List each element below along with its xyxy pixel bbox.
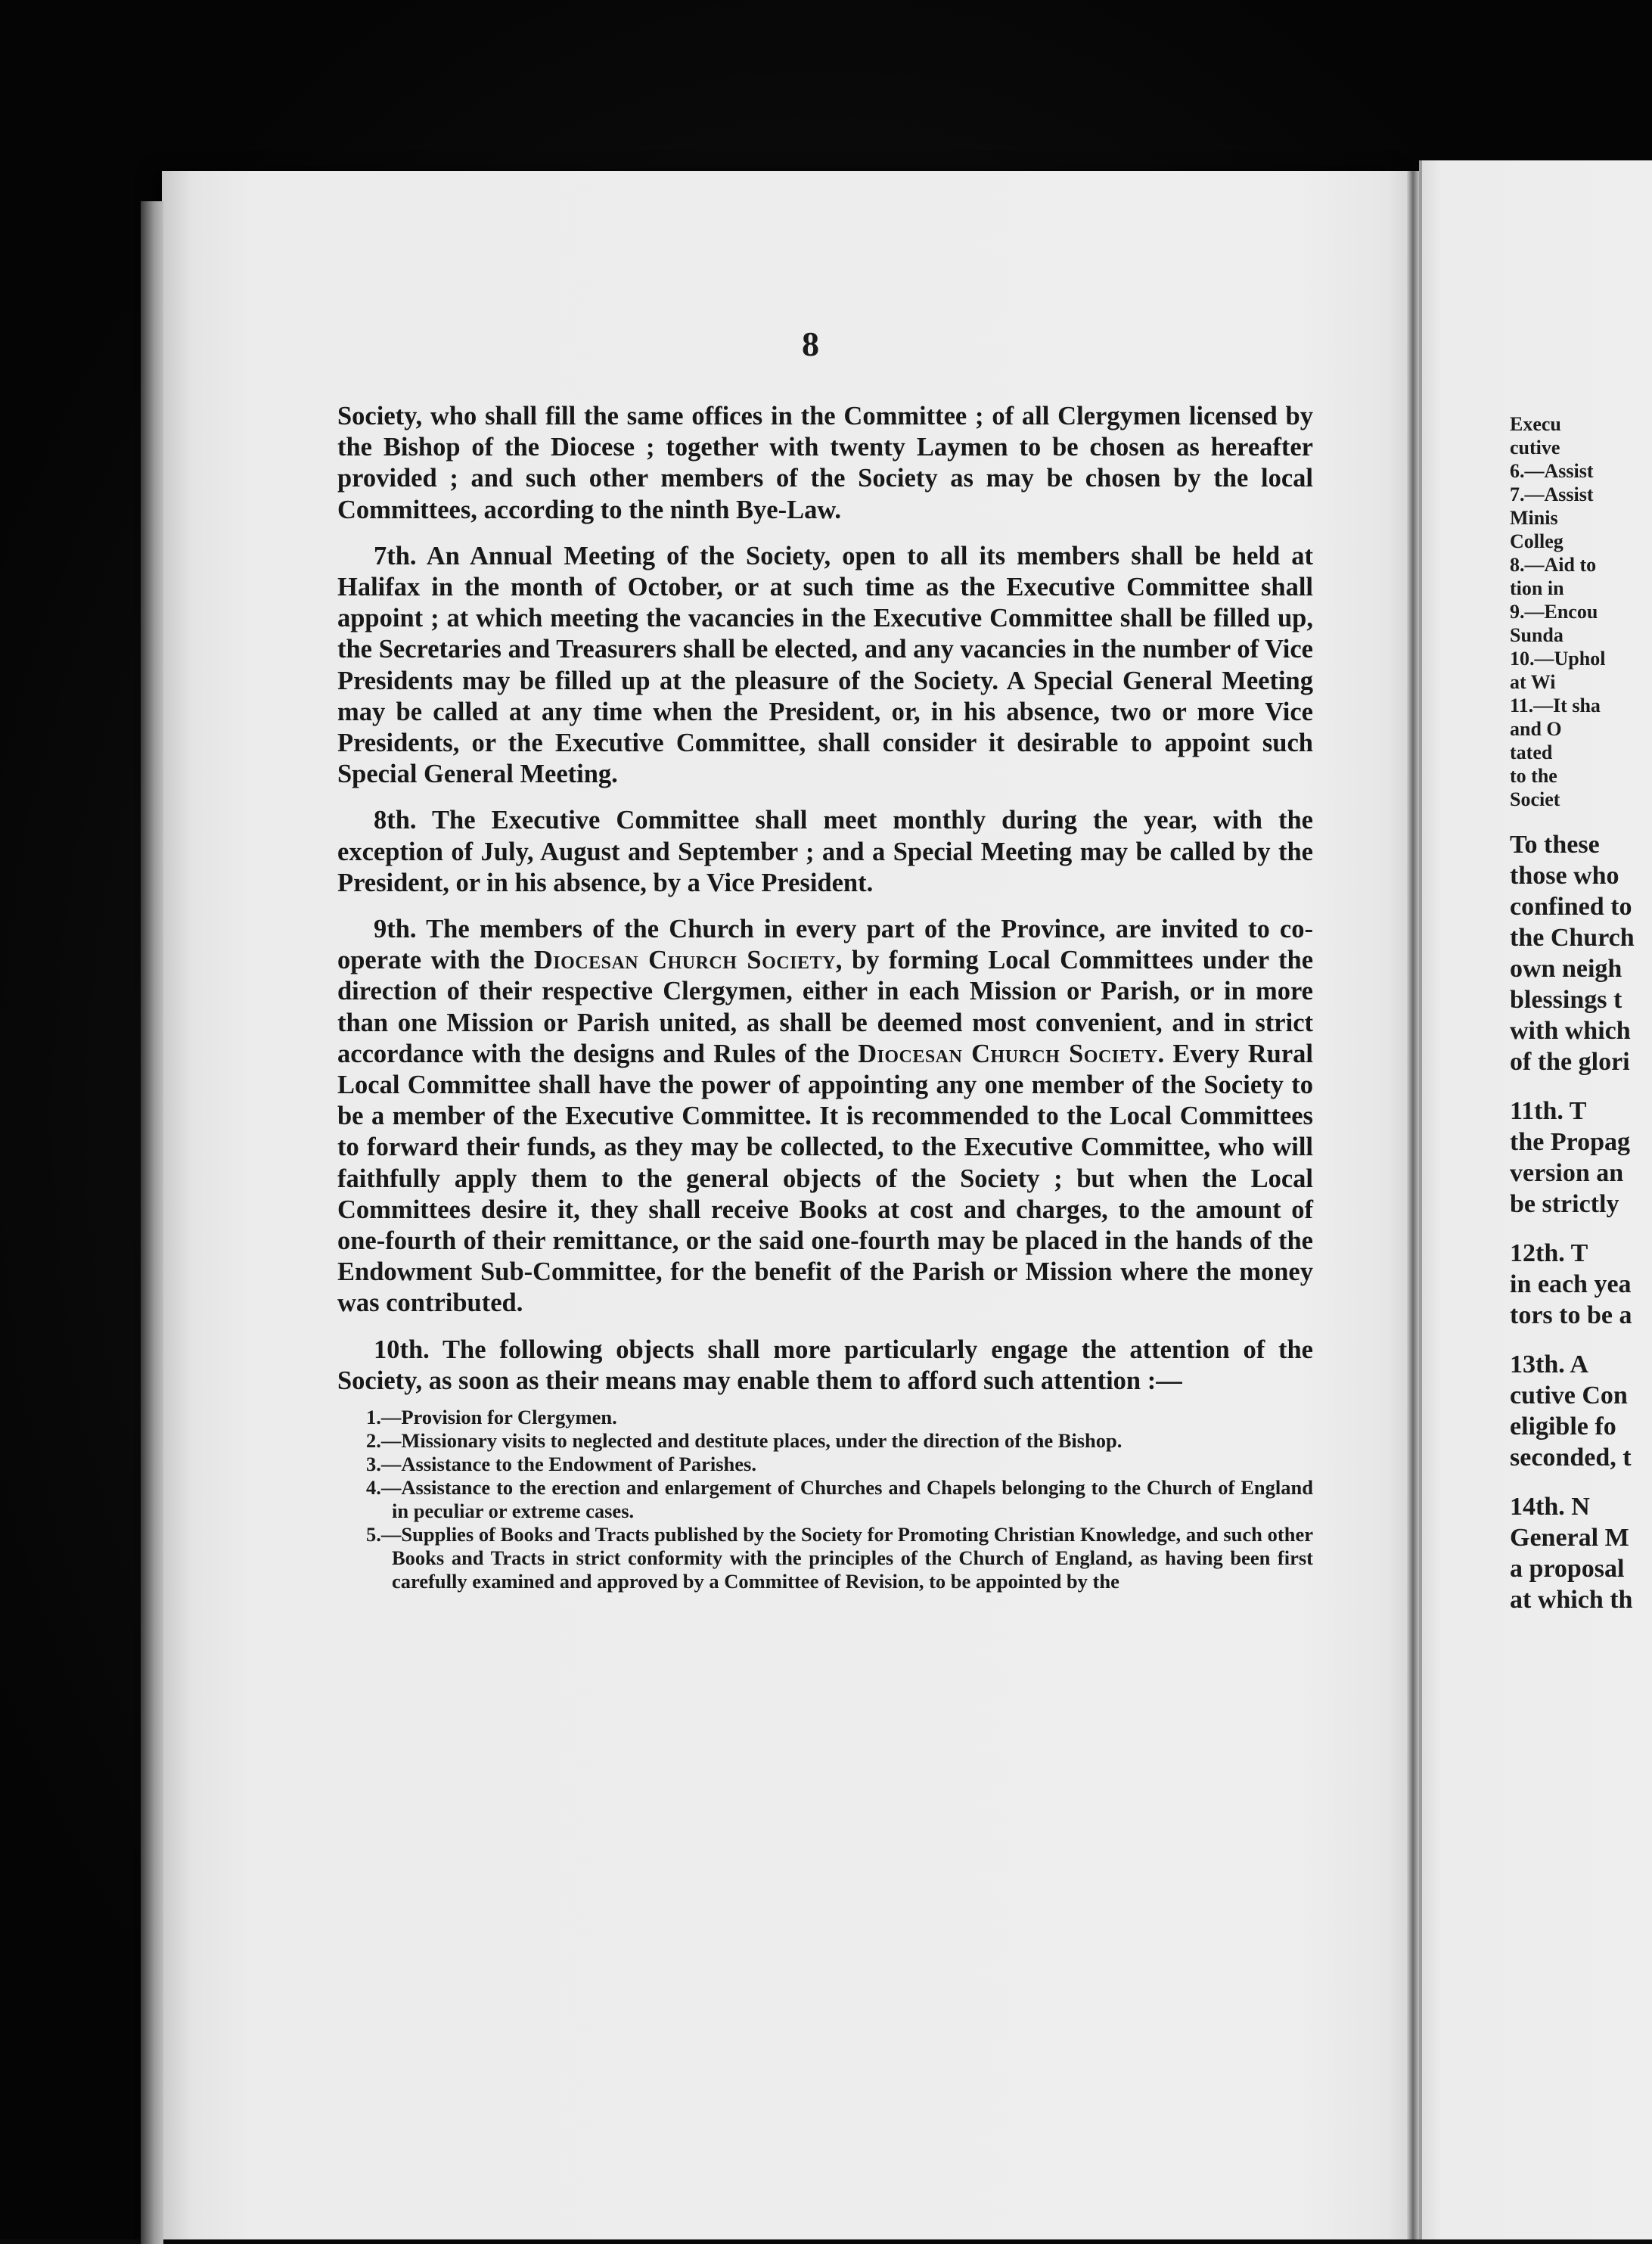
- rule-9-label: 9th.: [374, 915, 417, 944]
- right-page-paragraph: [1510, 829, 1652, 1077]
- right-line: blessings t: [1510, 986, 1622, 1014]
- rule-7-label: 7th.: [374, 541, 417, 570]
- right-line: the Church: [1510, 924, 1635, 952]
- right-line: 13th. A: [1510, 1350, 1588, 1378]
- rule-7-paragraph: [337, 541, 1313, 791]
- right-line: Minis: [1510, 507, 1558, 529]
- right-line: Sunda: [1510, 624, 1564, 646]
- right-line: tors to be a: [1510, 1301, 1632, 1329]
- rule-8-text: The Executive Committee shall meet monthly during the year, with the exception of July, August and September ; and a Special Meeting may be called by the President, or in his absence, by a Vice President.: [337, 806, 1313, 897]
- right-line: with which: [1510, 1017, 1631, 1045]
- right-line: 10.—Uphol: [1510, 648, 1606, 670]
- right-line: in each yea: [1510, 1270, 1632, 1298]
- right-line: tated: [1510, 741, 1553, 763]
- right-line: to the: [1510, 765, 1557, 787]
- list-item: 2.—Missionary visits to neglected and destitute places, under the direction of the Bishop.: [366, 1429, 1123, 1453]
- right-line: cutive: [1510, 437, 1560, 458]
- right-page-paragraph: [1510, 1491, 1652, 1615]
- right-line: 11th. T: [1510, 1097, 1587, 1125]
- right-line: 12th. T: [1510, 1239, 1588, 1267]
- intro-paragraph: Society, who shall fill the same offices in the Committee ; of all Clergymen licensed by the Bishop of the Diocese ; together with twenty Laymen to be chosen as hereafter provided ; and such other members of the Society as may be chosen by the local Committees, according to the ninth Bye-Law.: [337, 402, 1313, 524]
- page-gutter: [1407, 171, 1419, 2239]
- rule-10-text: The following objects shall more particularly engage the attention of the Society, as soon as their means may enable them to afford such attention :—: [337, 1335, 1313, 1395]
- list-item: 3.—Assistance to the Endowment of Parishes.: [366, 1453, 756, 1476]
- right-line: General M: [1510, 1524, 1629, 1552]
- right-line: the Propag: [1510, 1128, 1630, 1156]
- right-line: a proposal: [1510, 1555, 1625, 1583]
- right-line: Societ: [1510, 788, 1560, 810]
- rule-9-text-a: The members of the Church in every part of the Province, are invited to co-operate with the: [337, 915, 1313, 975]
- rule-7-text: An Annual Meeting of the Society, open to all its members shall be held at Halifax in the month of October, or at such time as the Executive Committee shall appoint ; at which meeting the vacancies in the Executive Committee shall be filled up, the Secretaries and Treasurers shall be elected, and any vacancies in the number of Vice Presidents may be filled up at the pleasure of the Society. A Special General Meeting may be called at any time when the President, or, in his absence, two or more Vice Presidents, or the Executive Committee, shall consider it desirable to appoint such Special General Meeting.: [337, 541, 1313, 789]
- right-line: at which th: [1510, 1586, 1633, 1614]
- rule-9-text-c: . Every Rural Local Committee shall have the power of appointing any one member of the Society to be a member of the Executive Committee. It is recommended to the Local Committees to forward their funds, as they may be collected, to the Executive Committee, who will faithfully apply them to the general objects of the Society ; but when the Local Committees desire it, they shall receive Books at cost and charges, to the amount of one-fourth of their remittance, or the said one-fourth may be placed in the hands of the Endowment Sub-Committee, for the benefit of the Parish or Mission where the money was contributed.: [337, 1039, 1313, 1318]
- right-line: those who: [1510, 862, 1619, 890]
- rule-10-paragraph: [337, 1335, 1313, 1397]
- right-line: at Wi: [1510, 671, 1556, 693]
- page-divider-line: [1419, 160, 1422, 2239]
- right-line: and O: [1510, 718, 1562, 740]
- right-line: eligible fo: [1510, 1413, 1616, 1441]
- right-page-paragraph: [1510, 1238, 1652, 1331]
- right-page-paragraph: [1510, 1096, 1652, 1220]
- right-line: tion in: [1510, 577, 1564, 599]
- right-line: 11.—It sha: [1510, 695, 1601, 716]
- right-line: Colleg: [1510, 530, 1564, 552]
- right-line: confined to: [1510, 893, 1632, 921]
- right-page-text: [1510, 412, 1652, 1615]
- right-line: cutive Con: [1510, 1382, 1628, 1409]
- right-line: 8.—Aid to: [1510, 554, 1597, 576]
- right-line: own neigh: [1510, 955, 1622, 983]
- right-line: be strictly: [1510, 1190, 1619, 1218]
- list-item: 4.—Assistance to the erection and enlargement of Churches and Chapels belonging to the Church of England in peculiar or extreme cases.: [366, 1476, 1313, 1523]
- right-line: of the glori: [1510, 1048, 1630, 1076]
- right-page-paragraph: [1510, 1349, 1652, 1473]
- rule-8-label: 8th.: [374, 806, 417, 835]
- right-page-list: [1510, 412, 1652, 811]
- list-item: 5.—Supplies of Books and Tracts published by the Society for Promoting Christian Knowledge, and such other Books and Tracts in strict conformity with the principles of the Church of England, as having been first carefully examined and approved by a Committee of Revision, to be appointed by the: [366, 1523, 1313, 1593]
- rule-10-label: 10th.: [374, 1335, 430, 1364]
- left-text-column: [337, 401, 1313, 1593]
- page-number: 8: [802, 325, 819, 363]
- right-line: 9.—Encou: [1510, 601, 1598, 623]
- right-line: To these: [1510, 831, 1600, 859]
- rule-8-paragraph: [337, 805, 1313, 899]
- right-line: 7.—Assist: [1510, 483, 1594, 505]
- right-line: version an: [1510, 1159, 1624, 1187]
- right-line: Execu: [1510, 413, 1561, 435]
- rule-9-paragraph: [337, 914, 1313, 1319]
- list-item: 1.—Provision for Clergymen.: [366, 1406, 617, 1429]
- right-line: seconded, t: [1510, 1444, 1632, 1472]
- right-line: 14th. N: [1510, 1493, 1590, 1521]
- society-name: Diocesan Church Society: [533, 946, 836, 975]
- rule-9-text-b: , by forming Local Committees under the direction of their respective Clergymen, either in each Mission or Parish, or in more than one Mission or Parish united, as shall be deemed most convenient, and in strict accordance with the designs and Rules of the: [337, 946, 1314, 1068]
- society-name: Diocesan Church Society: [858, 1039, 1158, 1068]
- right-line: 6.—Assist: [1510, 460, 1594, 482]
- objects-list: [366, 1406, 1313, 1593]
